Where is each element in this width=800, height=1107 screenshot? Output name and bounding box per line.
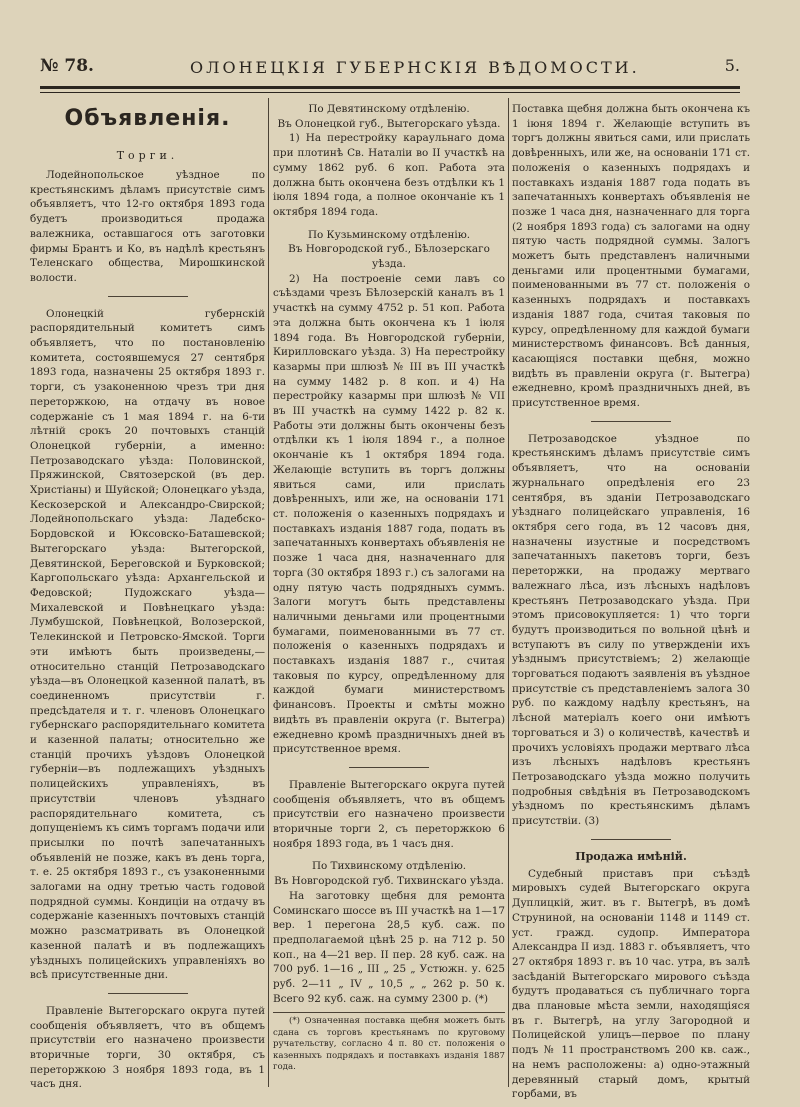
header-rule-thin xyxy=(40,92,740,93)
separator xyxy=(591,839,671,840)
subheading: Въ Новгородской губ., Бѣлозерскаго уѣзда. xyxy=(288,243,490,271)
separator xyxy=(349,767,429,768)
footnote xyxy=(273,1016,505,1074)
footnote-rule xyxy=(273,1012,505,1013)
paragraph: Правленіе Вытегорскаго округа путей сообщенія объявляетъ, что въ общемъ присутствіи его назначено произвести вторичные торги 2, съ переторжкою 6 ноября 1893 года, въ 1 часъ дня. xyxy=(273,778,505,850)
page-number: 5. xyxy=(724,56,740,75)
section-title: Объявленія. xyxy=(64,106,231,131)
column-1 xyxy=(30,102,265,1091)
page-header xyxy=(40,56,740,86)
spacer xyxy=(273,220,505,228)
paragraph: Судебный приставъ при съѣздѣ мировыхъ судей Вытегорскаго округа Дуплицкій, жит. въ г. Вытегрѣ, въ домѣ Струниной, на основаніи 1148 и 1149 ст. уст. гражд. судопр. Императора Александра II изд. 1883 г. объявляетъ, что 27 октября 1893 г. въ 10 час. утра, въ залѣ засѣданій Вытегорскаго мирового съѣзда будутъ продаваться съ публичнаго торга два плановые мѣста земли, находящіяся въ г. Вытегрѣ, на углу Загородной и Полицейской улицъ—первое по плану подъ № 11 пространствомъ 200 кв. саж., на немъ расположены: а) одно-этажный деревянный старый домъ, крытый горбами, въ xyxy=(512,867,750,1101)
subsection-title: Торги. xyxy=(116,149,179,162)
spacer xyxy=(273,851,505,859)
column-2 xyxy=(273,102,505,1083)
newspaper-title: ОЛОНЕЦКІЯ ГУБЕРНСКІЯ ВѢДОМОСТИ. xyxy=(190,58,640,77)
subheading: По Кузьминскому отдѣленію. xyxy=(307,228,471,241)
paragraph: Олонецкій губернскій распорядительный комитетъ симъ объявляетъ, что по постановленію комитета, состоявшемуся 27 сентября 1893 года, назначены 25 октября 1893 г. торги, съ узаконенною чрезъ три дня переторжкою, на отдачу въ новое содержаніе съ 1 мая 1894 г. на 6-ти лѣтній срокъ 20 почтовыхъ станцій Олонецкой губерніи, а именно: Петрозаводскаго уѣзда: Половинской, Пряжинской, Святозерской (въ дер. Христіаны) и Шуйской; Олонецкаго уѣзда, Кескозерской и Александро-Свирской; Лодейнопольскаго уѣзда: Ладебско-Бордовской и Юксовско-Баташевской; Вытегорскаго уѣзда: Вытегорской, Девятинской, Береговской и Бурковской; Каргопольскаго уѣзда: Архангельской и Федовской; Пудожскаго уѣзда—Михалевской и Повѣнецкаго уѣзда: Лумбушской, Повѣнецкой, Волозерской, Телекинской и Петровско-Ямской. Торги эти имѣютъ быть произведены,—относительно станцій Петрозаводскаго уѣзда—въ Олонецкой казенной палатѣ, въ соединенномъ присутствіи г. предсѣдателя и т. г. членовъ Олонецкаго губернскаго распорядительнаго комитета и казенной палаты; относительно же станцій прочихъ уѣздовъ Олонецкой губерніи—въ подлежащихъ уѣздныхъ полицейскихъ управленіяхъ, въ присутствіи членовъ уѣзднаго распорядительнаго комитета, съ допущеніемъ къ симъ торгамъ подачи или присылки по почтѣ запечатанныхъ объявленій не позже, какъ въ день торга, т. е. 25 октября 1893 г., съ узаконенными залогами на одну третью часть годовой подрядной суммы. Кондиціи на отдачу въ содержаніе казенныхъ почтовыхъ станцій можно разсматривать въ Олонецкой казенной палатѣ и въ подлежащихъ уѣздныхъ полицейскихъ управленіяхъ во всѣ присутственные дни. xyxy=(30,307,265,982)
separator xyxy=(108,296,188,297)
column-divider xyxy=(268,98,269,1087)
paragraph: 2) На построеніе семи лавъ со съѣздами чрезъ Бѣлозерскій каналъ въ 1 участкѣ на сумму 4752 р. 51 коп. Работа эта должна быть окончена къ 1 іюля 1894 года. Въ Новгородской губерніи, Кирилловскаго уѣзда. 3) На перестройку казармы при шлюзѣ № III въ III участкѣ на сумму 1482 р. 8 коп. и 4) На перестройку казармы при шлюзѣ № VII въ III участкѣ на сумму 1422 р. 82 к. Работы эти должны быть окончены безъ отдѣлки къ 1 іюля 1894 г., а полное окончаніе къ 1 октября 1894 года. Желающіе вступить въ торгъ должны явиться сами, или прислать довѣренныхъ, или же, на основаніи 171 ст. положенія о казенныхъ подрядахъ и поставкахъ изданія 1887 года, подать въ запечатанныхъ конвертахъ объявленія не позже 1 часа дня, назначеннаго для торга (30 октября 1893 г.) съ залогами на одну пятую часть подрядныхъ суммъ. Залоги могутъ быть представлены наличными деньгами или процентными бумагами, поименованными въ 77 ст. положенія о казенныхъ подрядахъ и поставкахъ изданія 1887 г., считая таковыя по курсу, опредѣленному для каждой бумаги министерствомъ финансовъ. Проекты и смѣты можно видѣть въ правленіи округа (г. Вытегра) ежедневно кромѣ праздничныхъ дней въ присутственное время. xyxy=(273,272,505,756)
subheading: По Девятинскому отдѣленію. xyxy=(308,103,470,115)
subheading: Продажа имѣній. xyxy=(575,849,687,863)
column-divider xyxy=(508,98,509,1087)
paragraph: Лодейнопольское уѣздное по крестьянскимъ дѣламъ присутствіе симъ объявляетъ, что 12-го октября 1893 года будетъ производиться продажа валежника, оставшагося отъ заготовки фирмы Брантъ и Ко, въ надѣлѣ крестьянъ Теленскаго общества, Мирошкинской волости. xyxy=(30,169,265,284)
footnote-text: (*) Означенная поставка щебня можетъ быть сдана съ торговъ крестьянамъ по круговому ручательству, согласно 4 п. 80 ст. положенія о казенныхъ подрядахъ и поставкахъ изданія 1887 года. xyxy=(273,1016,505,1073)
paragraph: Петрозаводское уѣздное по крестьянскимъ дѣламъ присутствіе симъ объявляетъ, что на основаніи журнальнаго опредѣленія его 23 сентября, въ зданіи Петрозаводскаго уѣзднаго полицейскаго управленія, 16 октября сего года, въ 12 часовъ дня, назначены изустные и посредствомъ запечатанныхъ пакетовъ торги, безъ переторжки, на продажу мертваго валежнаго лѣса, изъ лѣсныхъ надѣловъ крестьянъ Петрозаводскаго уѣзда. При этомъ присовокупляется: 1) что торги будутъ производиться по вольной цѣнѣ и вступаютъ въ силу по утвержденіи ихъ уѣзднымъ присутствіемъ; 2) желающіе торговаться подаютъ заявленія въ уѣздное присутствіе съ представленіемъ залога 30 руб. по каждому надѣлу крестьянъ, на лѣсной матеріалъ коего они имѣютъ торговаться и 3) о количествѣ, качествѣ и прочихъ условіяхъ продажи мертваго лѣса изъ лѣсныхъ надѣловъ крестьянъ Петрозаводскаго уѣзда можно получить подробныя свѣдѣнія въ Петрозаводскомъ уѣздномъ по крестьянскимъ дѣламъ присутствіи. (3) xyxy=(512,432,750,828)
paragraph: 1) На перестройку караульнаго дома при плотинѣ Св. Наталіи во II участкѣ на сумму 1862 руб. 6 коп. Работа эта должна быть окончена безъ отдѣлки къ 1 іюля 1894 года, а полное окончаніе къ 1 октября 1894 года. xyxy=(273,132,505,218)
subheading: Въ Олонецкой губ., Вытегорскаго уѣзда. xyxy=(277,117,501,130)
issue-number: № 78. xyxy=(40,56,94,76)
subheading: Въ Новгородской губ. Тихвинскаго уѣзда. xyxy=(274,875,504,888)
subheading: По Тихвинскому отдѣленію. xyxy=(311,860,467,873)
paragraph: На заготовку щебня для ремонта Соминскаго шоссе въ III участкѣ на 1—17 вер. 1 перегона 28,5 куб. саж. по предполагаемой цѣнѣ 25 р. на 712 р. 50 коп., на 4—21 вер. II пер. 28 куб. саж. на 700 руб. 1—16 „ III „ 25 „ Устюжн. у. 625 руб. 2—11 „ IV „ 10,5 „ „ 262 р. 50 к. Всего 92 куб. саж. на сумму 2300 р. (*) xyxy=(273,889,505,1005)
separator xyxy=(108,993,188,994)
column-3 xyxy=(512,102,750,1101)
separator xyxy=(591,421,671,422)
paragraph: Правленіе Вытегорскаго округа путей сообщенія объявляетъ, что въ общемъ присутствіи его назначено произвести вторичные торги, 30 октября, съ переторжкою 3 ноября 1893 года, въ 1 часъ дня. xyxy=(30,1004,265,1091)
paragraph: Поставка щебня должна быть окончена къ 1 іюня 1894 г. Желающіе вступить въ торгъ должны явиться сами, или прислать довѣренныхъ, или же, на основаніи 171 ст. положенія о казенныхъ подрядахъ и поставкахъ изданія 1887 года подать въ запечатанныхъ конвертахъ объявленія не позже 1 часа дня, назначеннаго для торга (2 ноября 1893 года) съ залогами на одну пятую часть подрядной суммы. Залогъ можетъ быть представленъ наличными деньгами или процентными бумагами, поименованными въ 77 ст. положенія о казенныхъ подрядахъ и поставкахъ изданія 1887 года, считая таковыя по курсу, опредѣленному для каждой бумаги министерствомъ финансовъ. Всѣ данныя, касающіяся поставки щебня, можно видѣть въ правленіи округа (г. Вытегра) ежедневно, кромѣ праздничныхъ дней, въ присутственное время. xyxy=(512,103,750,410)
header-rule-thick xyxy=(40,86,740,89)
